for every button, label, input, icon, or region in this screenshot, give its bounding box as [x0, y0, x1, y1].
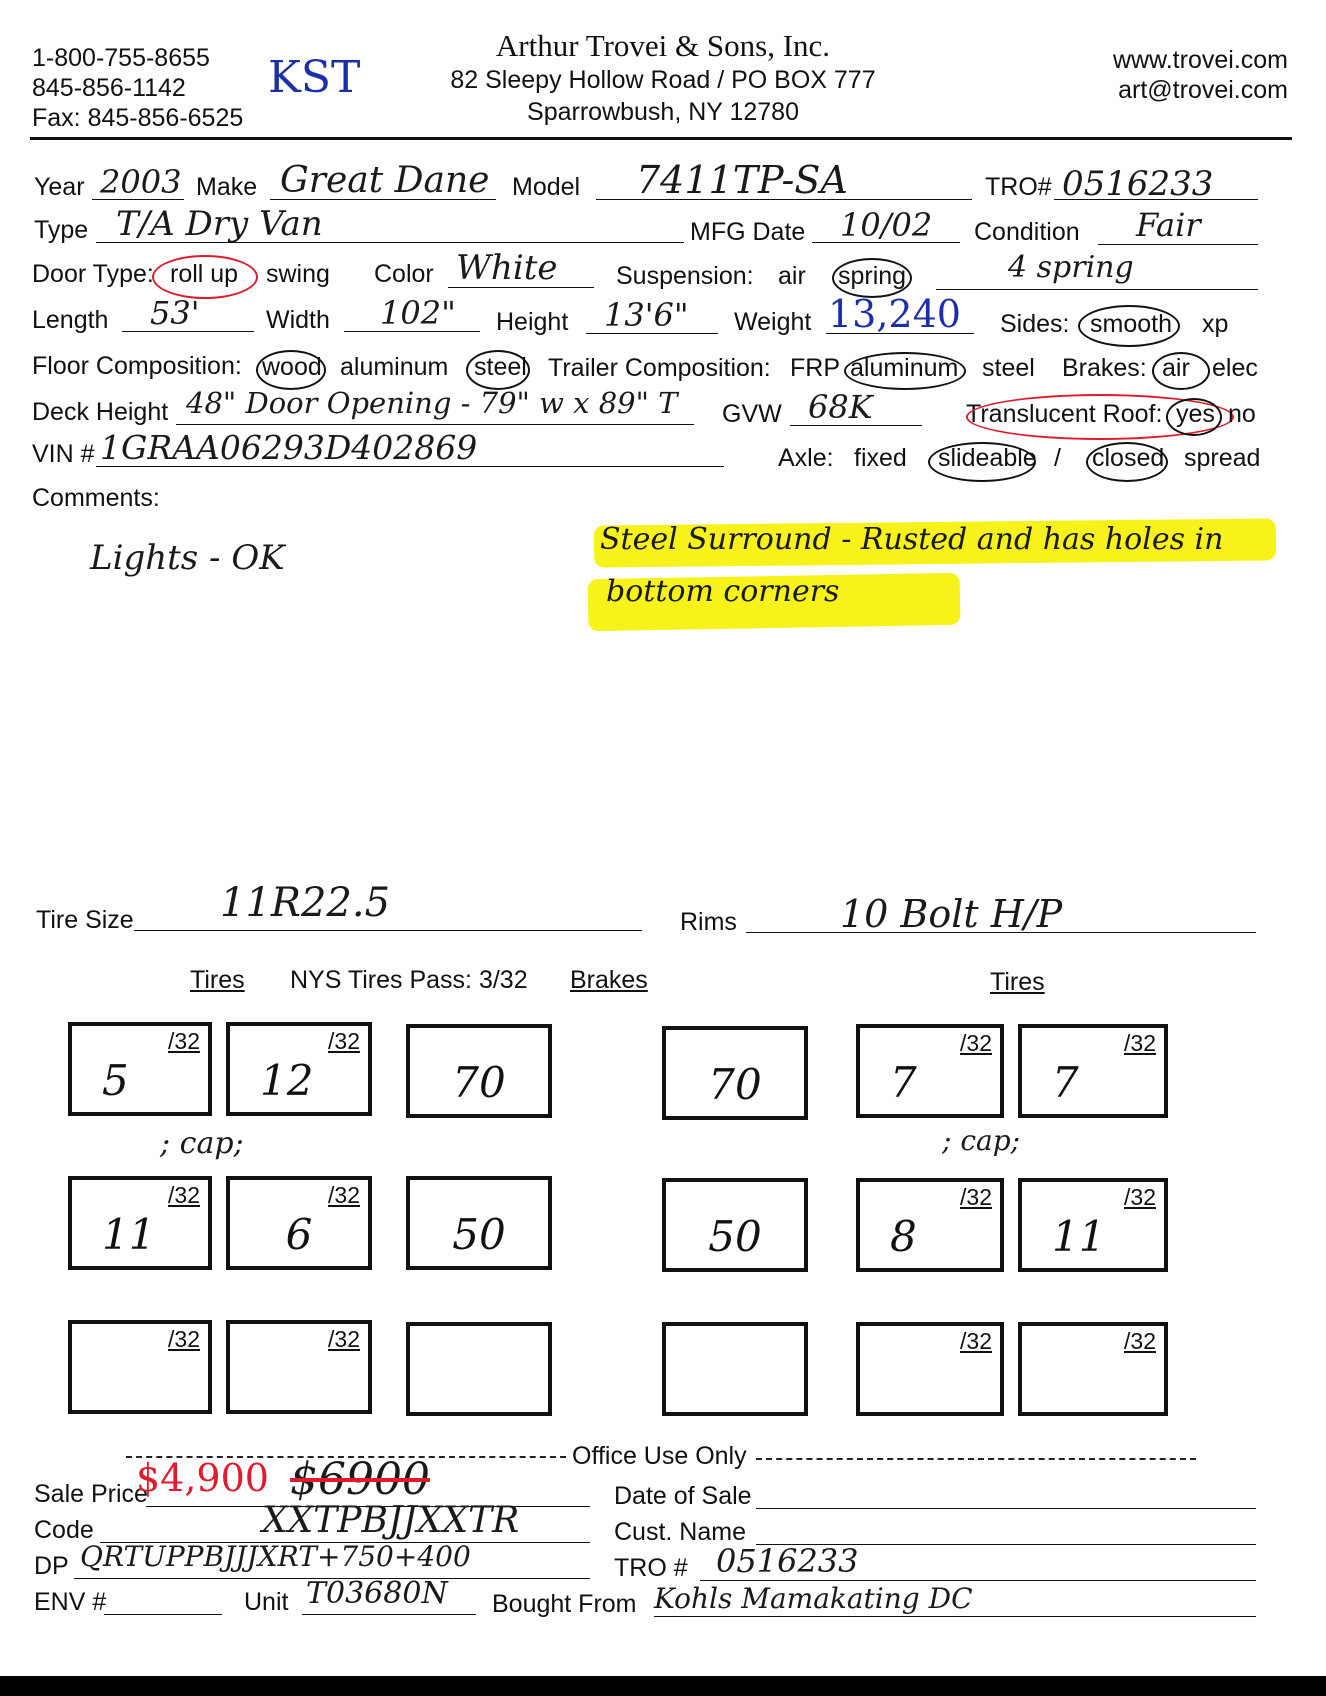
deck-height-line	[176, 424, 694, 425]
tire-box	[68, 1320, 212, 1414]
door-type-label: Door Type:	[32, 260, 154, 288]
cap-note-left: ; cap;	[160, 1126, 244, 1161]
fraction-label: /32	[1124, 1030, 1156, 1056]
type-label: Type	[34, 216, 89, 244]
tires-right-header: Tires	[990, 968, 1045, 996]
axle-spread-option: spread	[1184, 444, 1261, 472]
env-label: ENV #	[34, 1588, 107, 1616]
model-value: 7411TP-SA	[636, 158, 848, 202]
axle-fixed-option: fixed	[854, 444, 907, 472]
brakes-label: Brakes:	[1062, 354, 1147, 382]
comments-right-line-2: bottom corners	[606, 574, 840, 609]
brakes-header: Brakes	[570, 966, 648, 994]
brake-value: 50	[708, 1212, 762, 1261]
company-address-1: 82 Sleepy Hollow Road / PO BOX 777	[450, 66, 876, 94]
tire-box	[1018, 1024, 1168, 1118]
dp-value: QRTUPPBJJJXRT+750+400	[80, 1540, 471, 1573]
unit-label: Unit	[244, 1588, 289, 1616]
comments-left-text: Lights - OK	[90, 538, 285, 578]
smooth-circle	[1078, 305, 1180, 347]
trailer-composition-label: Trailer Composition:	[548, 354, 771, 382]
fraction-label: /32	[168, 1182, 200, 1208]
length-value: 53'	[150, 294, 200, 332]
trailer-frp-option: FRP	[790, 354, 840, 382]
fraction-label: /32	[168, 1326, 200, 1352]
brake-box	[662, 1026, 808, 1120]
type-value: T/A Dry Van	[116, 204, 323, 244]
door-roll-up-option: roll up	[170, 260, 239, 288]
unit-line	[302, 1614, 476, 1615]
rims-value: 10 Bolt H/P	[840, 892, 1063, 936]
brake-box	[406, 1176, 552, 1270]
fraction-label: /32	[328, 1182, 360, 1208]
tro-label: TRO#	[985, 173, 1052, 201]
tire-box	[226, 1320, 372, 1414]
tread-depth-value: 5	[102, 1056, 129, 1105]
comments-right-line-1: Steel Surround - Rusted and has holes in	[600, 522, 1224, 557]
company-address-2: Sparrowbush, NY 12780	[527, 98, 799, 126]
cap-note-right: ; cap;	[942, 1124, 1021, 1157]
nys-tires-pass: NYS Tires Pass: 3/32	[290, 966, 528, 994]
trailer-steel-option: steel	[982, 354, 1035, 382]
brakes-elec-option: elec	[1212, 354, 1258, 382]
mfg-date-value: 10/02	[840, 206, 933, 244]
fax-number: Fax: 845-856-6525	[32, 104, 244, 132]
floor-steel-option: steel	[474, 353, 527, 381]
year-value: 2003	[100, 163, 182, 201]
brake-value: 70	[452, 1058, 506, 1107]
rims-label: Rims	[680, 908, 737, 936]
tread-depth-value: 7	[890, 1058, 917, 1107]
tread-depth-value: 6	[285, 1210, 313, 1259]
suspension-extra-value: 4 spring	[1008, 250, 1134, 285]
brake-box	[662, 1178, 808, 1272]
fraction-label: /32	[960, 1030, 992, 1056]
date-of-sale-label: Date of Sale	[614, 1482, 752, 1510]
steel-circle	[466, 350, 530, 390]
env-line	[104, 1614, 222, 1615]
brakes-air-circle	[1152, 352, 1210, 390]
suspension-spring-option: spring	[838, 262, 907, 290]
dp-label: DP	[34, 1552, 69, 1580]
tire-size-value: 11R22.5	[220, 880, 391, 926]
office-tro-line	[700, 1580, 1256, 1581]
comments-label: Comments:	[32, 484, 160, 512]
fraction-label: /32	[1124, 1328, 1156, 1354]
tread-depth-value: 8	[890, 1212, 917, 1261]
floor-composition-label: Floor Composition:	[32, 352, 242, 380]
tread-depth-value: 11	[1052, 1212, 1106, 1261]
trailer-aluminum-option: aluminum	[850, 354, 959, 382]
tire-box	[226, 1022, 372, 1116]
color-label: Color	[374, 260, 434, 288]
sale-price-old: $6900	[290, 1454, 430, 1505]
tire-box	[68, 1022, 212, 1116]
tires-left-header: Tires	[190, 966, 245, 994]
sale-price-label: Sale Price	[34, 1480, 148, 1508]
phone-1: 1-800-755-8655	[32, 44, 210, 72]
translucent-no-option: no	[1228, 400, 1256, 428]
wood-circle	[256, 350, 326, 390]
condition-line	[1098, 244, 1258, 245]
translucent-roof-label: Translucent Roof:	[966, 400, 1163, 428]
gvw-value: 68K	[808, 388, 873, 426]
make-label: Make	[196, 173, 258, 201]
bought-from-label: Bought From	[492, 1590, 637, 1618]
mfg-date-label: MFG Date	[690, 218, 806, 246]
weight-value: 13,240	[828, 292, 961, 336]
axle-closed-option: closed	[1092, 444, 1165, 472]
height-label: Height	[496, 308, 569, 336]
office-tro-value: 0516233	[716, 1542, 859, 1580]
brake-box	[406, 1322, 552, 1416]
office-tro-label: TRO #	[614, 1554, 688, 1582]
office-divider-right	[756, 1458, 1196, 1460]
axle-label: Axle:	[778, 444, 834, 472]
axle-slash: /	[1054, 444, 1061, 472]
sale-price-new: $4,900	[136, 1456, 269, 1500]
cust-name-label: Cust. Name	[614, 1518, 746, 1546]
suspension-air-option: air	[778, 262, 806, 290]
tread-depth-value: 11	[102, 1210, 156, 1259]
closed-circle	[1086, 442, 1168, 482]
condition-value: Fair	[1136, 206, 1201, 244]
model-label: Model	[512, 173, 581, 201]
scan-bottom-edge	[0, 1676, 1326, 1696]
deck-height-label: Deck Height	[32, 398, 169, 426]
tread-depth-value: 7	[1052, 1058, 1079, 1107]
phone-2: 845-856-1142	[32, 74, 186, 102]
vin-value: 1GRAA06293D402869	[100, 428, 478, 467]
width-label: Width	[266, 306, 330, 334]
brake-box	[662, 1322, 808, 1416]
fraction-label: /32	[168, 1028, 200, 1054]
email: art@trovei.com	[1118, 76, 1288, 104]
suspension-label: Suspension:	[616, 262, 754, 290]
sides-label: Sides:	[1000, 310, 1070, 338]
tire-size-line	[134, 930, 642, 931]
aluminum-circle	[844, 352, 966, 390]
website: www.trovei.com	[1112, 46, 1288, 74]
roll-up-circle	[152, 255, 258, 299]
brake-value: 50	[452, 1210, 506, 1259]
tire-box	[856, 1322, 1004, 1416]
date-of-sale-line	[756, 1508, 1256, 1509]
fraction-label: /32	[960, 1184, 992, 1210]
floor-wood-option: wood	[262, 353, 322, 381]
fraction-label: /32	[328, 1028, 360, 1054]
tire-box	[1018, 1178, 1168, 1272]
gvw-label: GVW	[722, 400, 782, 428]
brake-box	[406, 1024, 552, 1118]
unit-value: T03680N	[306, 1576, 448, 1611]
vin-label: VIN #	[32, 440, 95, 468]
condition-label: Condition	[974, 218, 1080, 246]
brake-value: 70	[708, 1060, 762, 1109]
fraction-label: /32	[1124, 1184, 1156, 1210]
bought-from-line	[654, 1616, 1256, 1617]
tread-depth-value: 12	[260, 1056, 314, 1105]
code-value: XXTPBJJXXTR	[262, 1500, 520, 1541]
length-label: Length	[32, 306, 109, 334]
tire-box	[856, 1024, 1004, 1118]
tire-size-label: Tire Size	[36, 906, 134, 934]
header-divider	[30, 137, 1292, 140]
tire-box	[856, 1178, 1004, 1272]
brakes-air-option: air	[1162, 354, 1190, 382]
translucent-yes-option: yes	[1176, 400, 1215, 428]
yes-circle	[1166, 398, 1222, 436]
code-label: Code	[34, 1516, 94, 1544]
make-value: Great Dane	[280, 160, 490, 201]
height-value: 13'6"	[604, 296, 689, 334]
door-swing-option: swing	[266, 260, 330, 288]
width-value: 102"	[380, 294, 456, 332]
suspension-extra-line	[936, 289, 1258, 290]
fraction-label: /32	[960, 1328, 992, 1354]
year-label: Year	[34, 173, 85, 201]
office-use-only-title: Office Use Only	[572, 1442, 747, 1470]
fraction-label: /32	[328, 1326, 360, 1352]
color-value: White	[456, 248, 558, 288]
weight-label: Weight	[734, 308, 812, 336]
tire-box	[226, 1176, 372, 1270]
bought-from-value: Kohls Mamakating DC	[654, 1582, 973, 1615]
sides-smooth-option: smooth	[1090, 310, 1172, 338]
tro-value: 0516233	[1062, 164, 1214, 204]
tire-box	[1018, 1322, 1168, 1416]
deck-height-value: 48" Door Opening - 79" w x 89" T	[186, 386, 678, 420]
initials: KST	[268, 52, 361, 103]
axle-slideable-option: slideable	[938, 444, 1037, 472]
tire-box	[68, 1176, 212, 1270]
sides-xp-option: xp	[1202, 310, 1229, 338]
company-name: Arthur Trovei & Sons, Inc.	[495, 28, 831, 63]
slideable-circle	[928, 442, 1036, 482]
floor-aluminum-option: aluminum	[340, 353, 449, 381]
